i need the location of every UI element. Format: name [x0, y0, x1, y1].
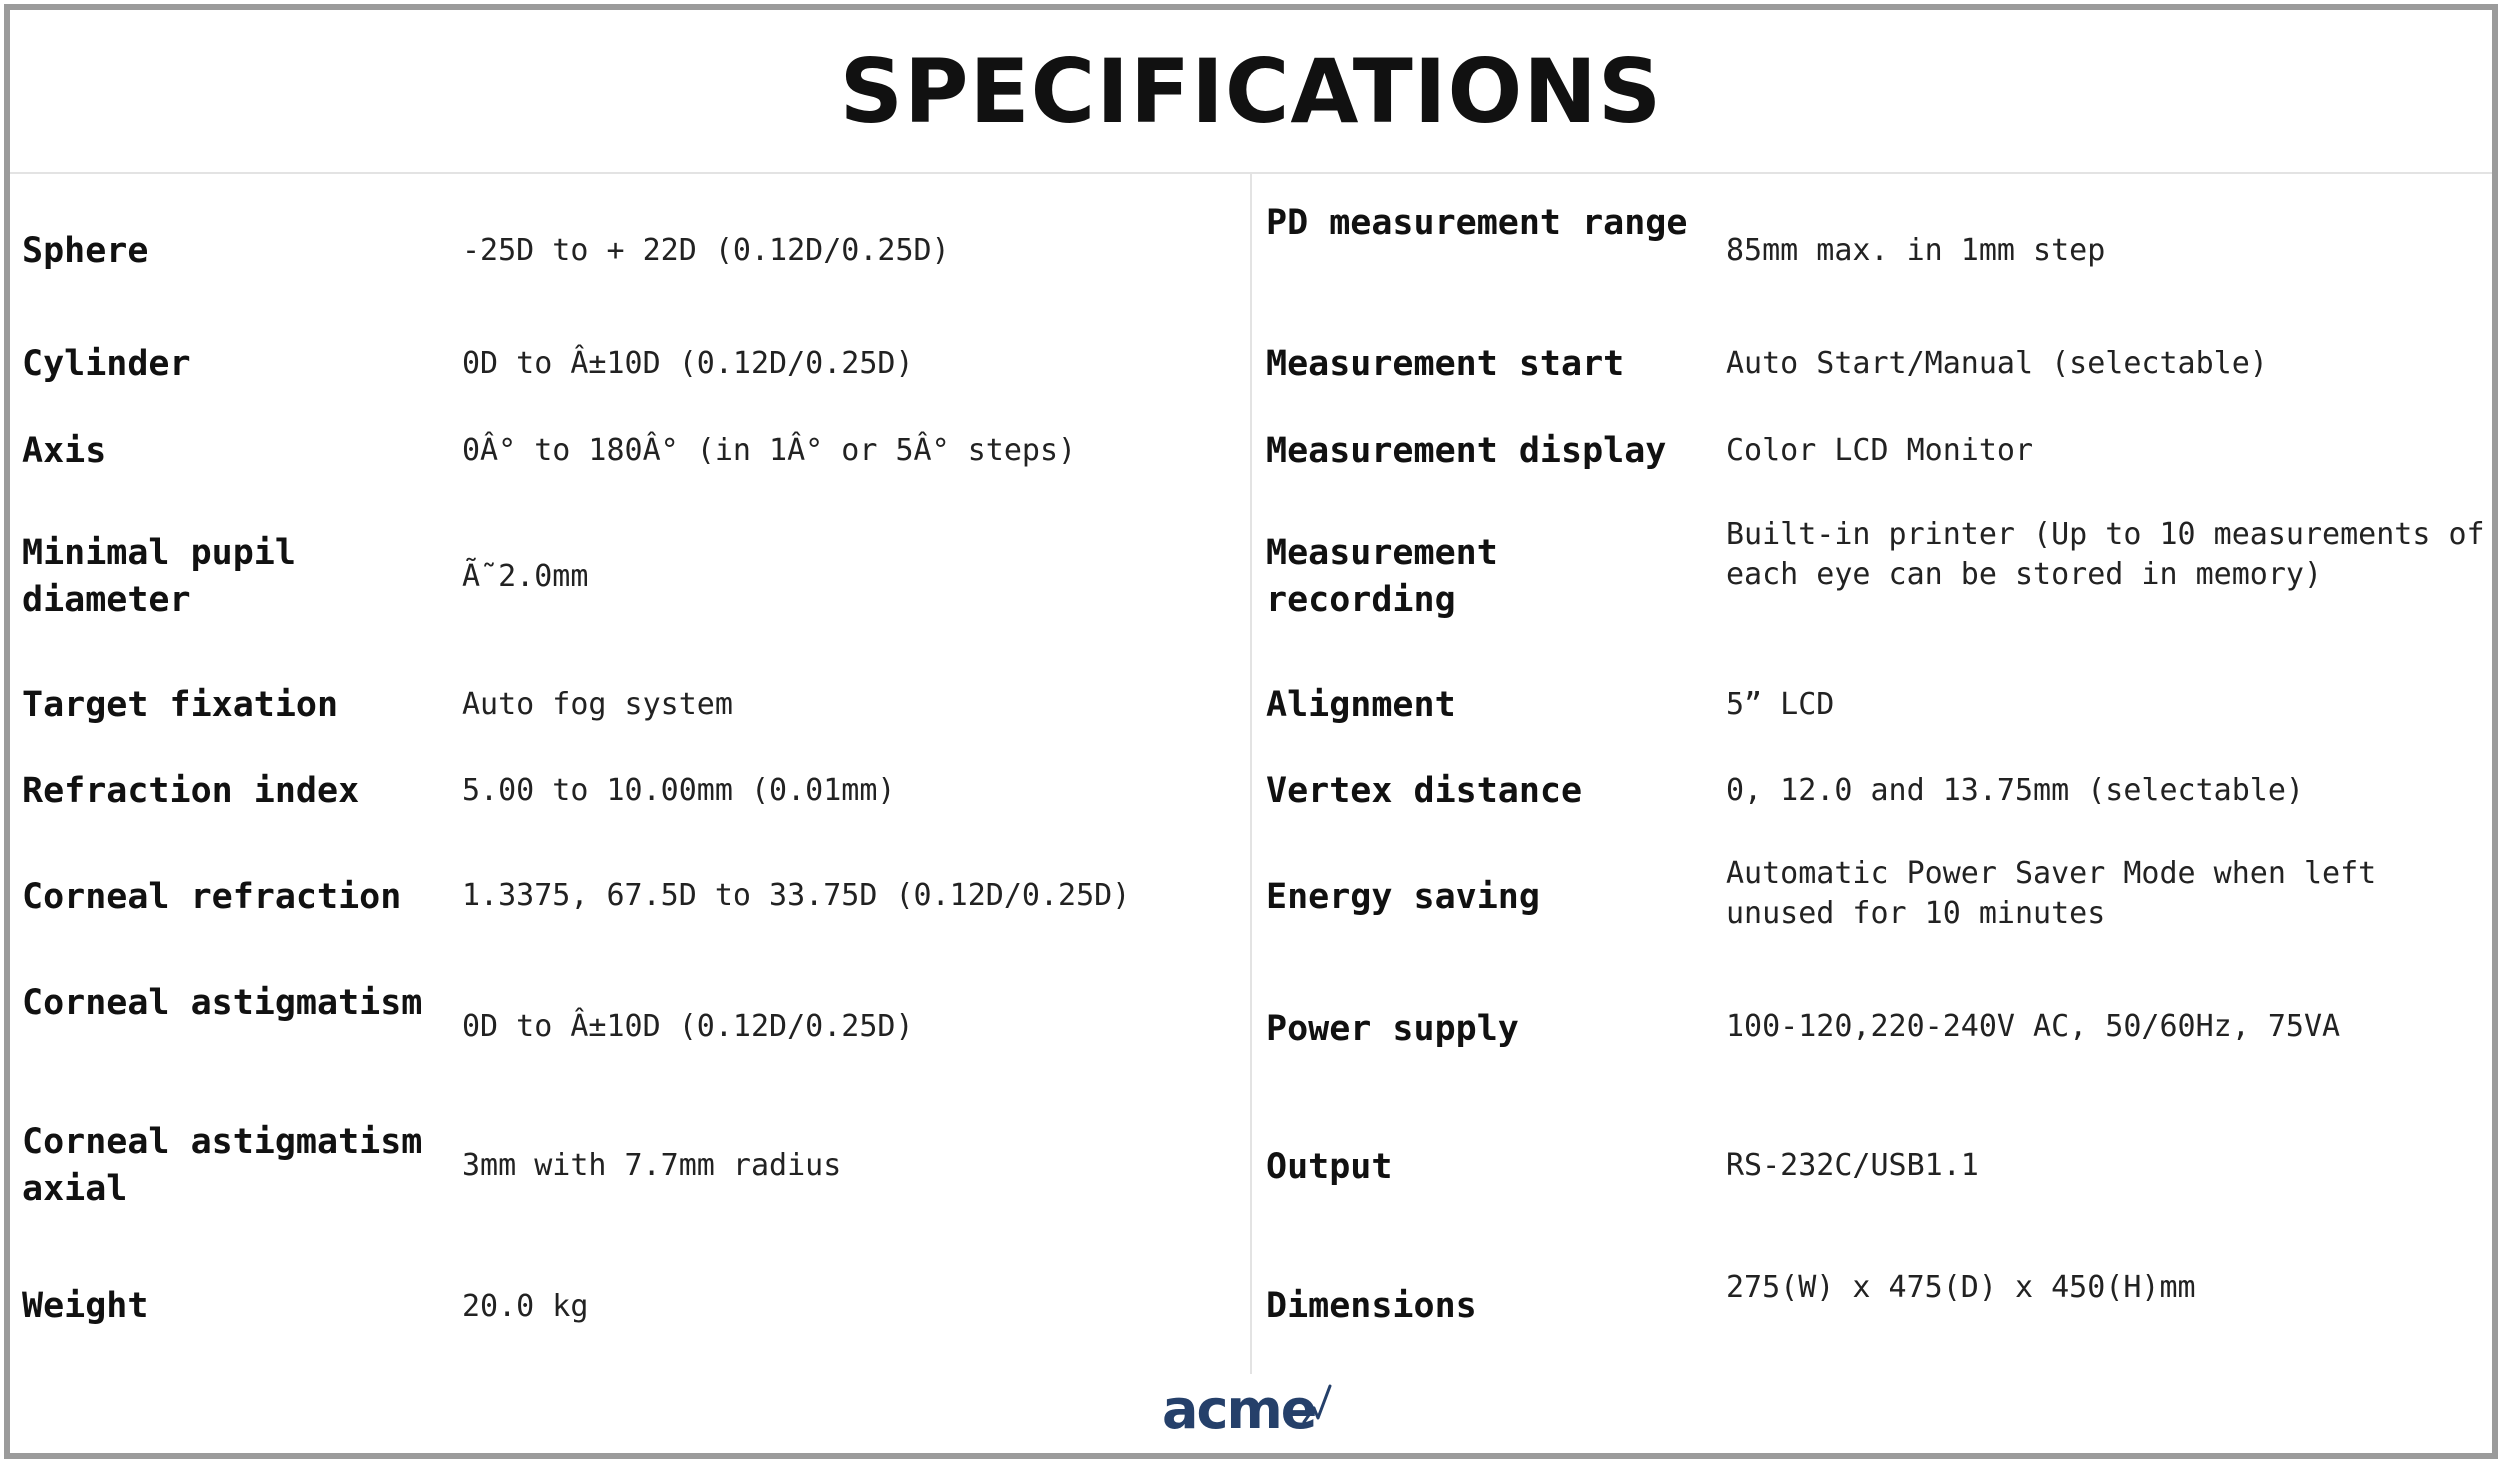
spec-value: 5” LCD [1726, 687, 1835, 722]
logo-text: acme [1162, 1378, 1316, 1441]
spec-column-left [10, 174, 1252, 1374]
spec-label: PD measurement range [1266, 203, 1688, 243]
spec-label: Refraction index [22, 771, 360, 811]
spec-value: Ã˜2.0mm [462, 559, 589, 594]
spec-value: 3mm with 7.7mm radius [462, 1148, 842, 1183]
spec-label: Corneal astigmatism [22, 983, 423, 1023]
spec-label: Alignment [1266, 685, 1456, 725]
spec-value: 20.0 kg [462, 1289, 589, 1324]
spec-value: 275(W) x 475(D) x 450(H)mm [1726, 1270, 2196, 1305]
spec-value: Automatic Power Saver Mode when left unused for 10 minutes [1726, 856, 2377, 931]
spec-label: Corneal astigmatism axial [22, 1122, 423, 1209]
spec-label: Vertex distance [1266, 771, 1583, 811]
spec-label: Weight [22, 1286, 149, 1326]
spec-label: Target fixation [22, 685, 339, 725]
spec-label: Minimal pupil diameter [22, 533, 296, 620]
spec-label: Output [1266, 1147, 1393, 1187]
spec-value: Built-in printer (Up to 10 measurements of each eye can be stored in memory) [1726, 517, 2485, 592]
spec-value: 0Â° to 180Â° (in 1Â° or 5Â° steps) [462, 433, 1077, 468]
spec-label: Dimensions [1266, 1286, 1477, 1326]
spec-label: Axis [22, 431, 107, 471]
acme-logo [1150, 1378, 1360, 1448]
spec-value: 0D to Â±10D (0.12D/0.25D) [462, 346, 914, 381]
spec-value: 5.00 to 10.00mm (0.01mm) [462, 773, 896, 808]
spec-label: Measurement recording [1266, 533, 1498, 620]
spec-label: Energy saving [1266, 877, 1540, 917]
logo-swoosh-icon [1300, 1378, 1360, 1438]
spec-column-right [1252, 174, 2492, 1374]
spec-value: 0D to Â±10D (0.12D/0.25D) [462, 1009, 914, 1044]
spec-value: 0, 12.0 and 13.75mm (selectable) [1726, 773, 2304, 808]
spec-value: Auto fog system [462, 687, 733, 722]
spec-value: Auto Start/Manual (selectable) [1726, 346, 2268, 381]
spec-label: Power supply [1266, 1009, 1519, 1049]
spec-value: -25D to + 22D (0.12D/0.25D) [462, 233, 950, 268]
spec-label: Cylinder [22, 344, 191, 384]
spec-value: Color LCD Monitor [1726, 433, 2034, 468]
spec-label: Measurement display [1266, 431, 1667, 471]
spec-value: 85mm max. in 1mm step [1726, 233, 2106, 268]
spec-label: Corneal refraction [22, 877, 402, 917]
spec-sheet [4, 4, 2498, 1459]
page-title: SPECIFICATIONS [10, 10, 2492, 174]
spec-value: 100-120,220-240V AC, 50/60Hz, 75VA [1726, 1009, 2341, 1044]
spec-value: 1.3375, 67.5D to 33.75D (0.12D/0.25D) [462, 878, 1131, 913]
spec-value: RS-232C/USB1.1 [1726, 1148, 1979, 1183]
spec-label: Sphere [22, 231, 149, 271]
spec-label: Measurement start [1266, 344, 1625, 384]
